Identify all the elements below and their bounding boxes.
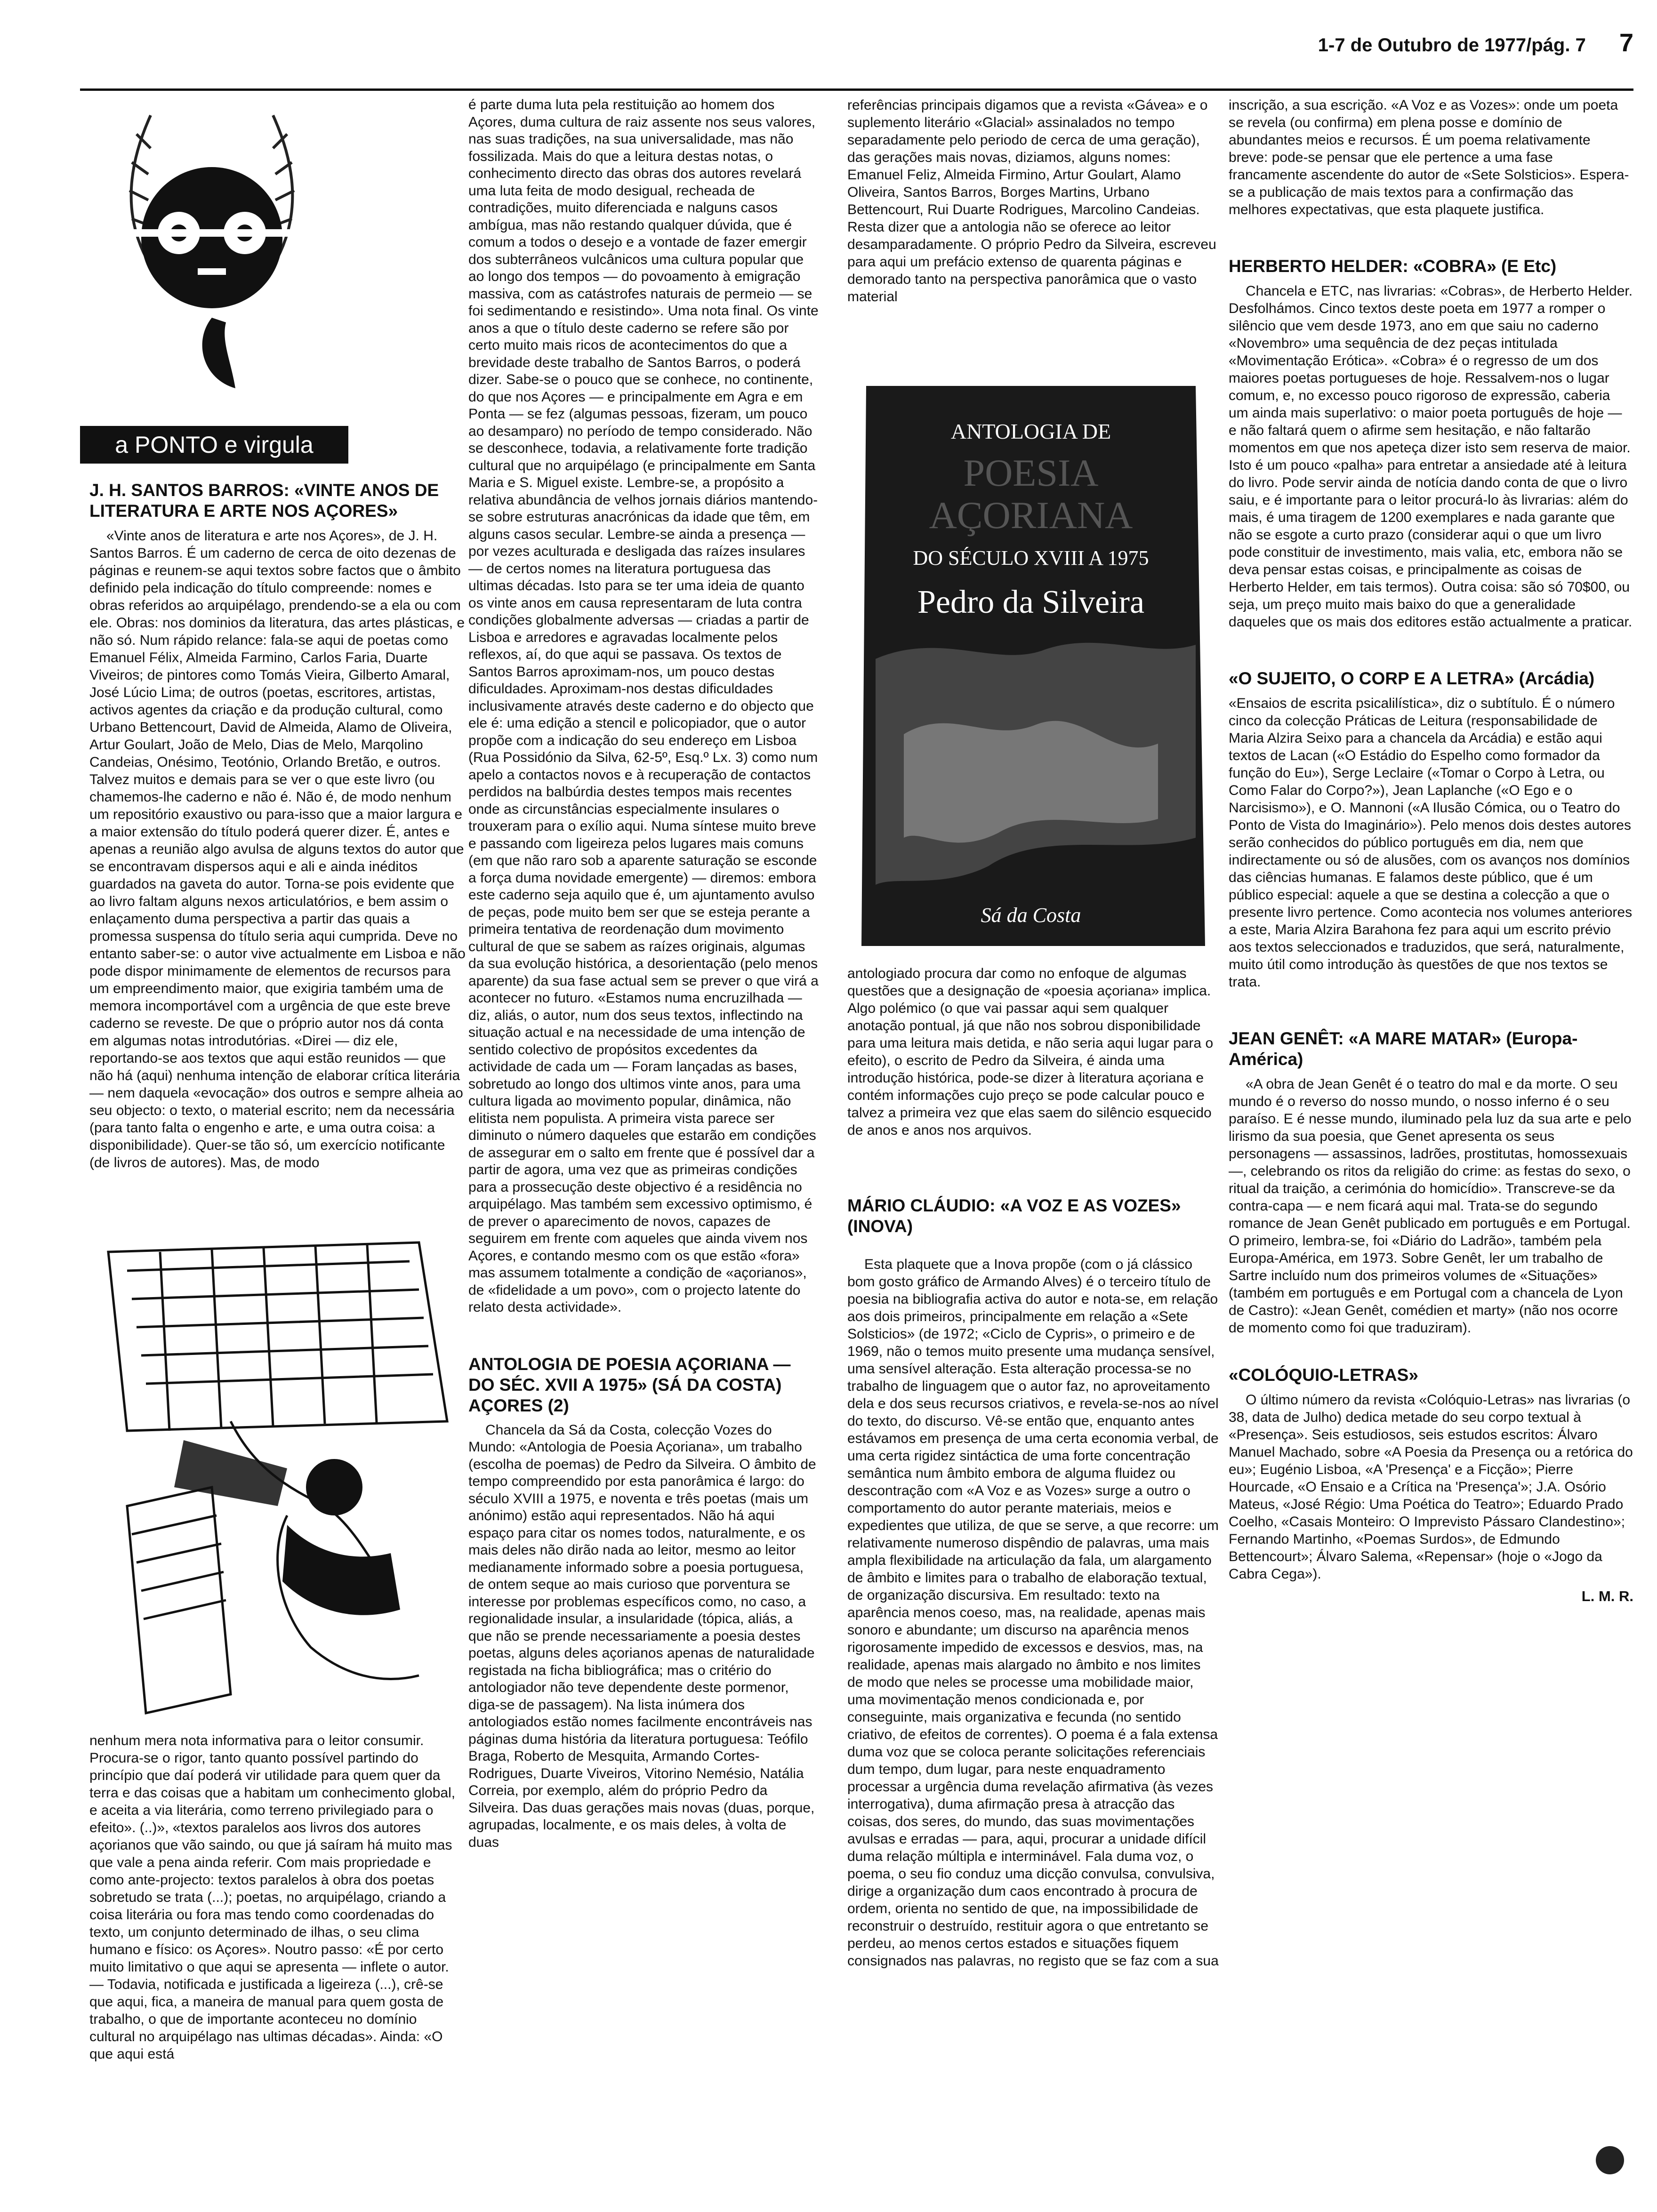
article-heading-mario-claudio: MÁRIO CLÁUDIO: «A VOZ E AS VOZES» (INOVA) <box>847 1196 1181 1236</box>
cover-title: ANTOLOGIA DE <box>950 419 1111 443</box>
paragraph: «Vinte anos de literatura e arte nos Açores», de J. H. Santos Barros. É um caderno de cerca de oito dezenas de páginas e reunem-se aqui textos sobre factos que o âmbito definido pela indicação do título compreende: nomes e obras referidos ao arquipélago, prendendo-se a ela ou com ele. Obras: nos dominios da literatura, das artes plásticas, e não só. Num rápido relance: fala-se aqui de poetas como Emanuel Félix, Almeida Farmino, Carlos Faria, Duarte Viveiros; de pintores como Tomás Vieira, Gilberto Amaral, José Lúcio Lima; de outros (poetas, escritores, artistas, activos agentes da criação e da produção cultural, como Urbano Bettencourt, David de Almeida, Alamo de Oliveira, Artur Goulart, João de Melo, Dias de Melo, Marqolino Candeias, Onésimo, Teotónio, Orlando Bretão, e outros. Talvez muitos e demais para se ver o que este livro (ou chamemos-lhe caderno e não é. Não é, de modo nenhum um repositório exaustivo ou para-isso que a maior largura e a maior extensão do título poderá querer dizer. É, antes e apenas a reunião algo avulsa de alguns textos do autor que se encontravam dispersos aqui e ali e ainda inéditos guardados na gaveta do autor. Torna-se pois evidente que ao livro faltam alguns nexos articulatórios, e bem assim o enlaçamento duma perspectiva a partir das quais a promessa suspensa do título seria aqui cumprida. Deve no entanto saber-se: o autor vive actualmente em Lisboa e não pode dispor minimamente de elementos de recursos para um empreendimento maior, que exigiria também uma de memora incomportável com a urgência de que este breve caderno se reveste. De que o próprio autor nos dá conta em algumas notas introdutórias. «Direi — diz ele, reportando-se aos textos que aqui estão reunidos — que não há (aqui) nenhuma intenção de elaborar crítica literária — nem daquela «evocação» dos outros e sempre alheia ao seu objecto: o texto, o material escrito; nem da necessária (para tanto falta o engenho e arte, e uma outra coisa: a disponibilidade). Quer-se tão só, um exercício notificante (de livros de autores). Mas, de modo <box>89 528 466 1170</box>
top-rule <box>80 88 1633 91</box>
engraving-illustration <box>89 1224 466 1727</box>
column-1 <box>89 480 466 1171</box>
page-corner-mark: 7 <box>1619 29 1633 57</box>
paragraph: «A obra de Jean Genêt é o teatro do mal e da morte. O seu mundo é o reverso do nosso mundo, o nosso inferno é o seu paraíso. E é nesse mundo, iluminado pela luz da sua arte e pelo lirismo da sua poesia, que Genet apresenta os seus personagens — assassinos, ladrões, prostitutas, homossexuais —, celebrando os ritos da religião do crime: as festas do sexo, o ritual da traição, a cerimónia do homicídio». Transcreve-se da contra-capa — e nem ficará aqui mal. Trata-se do segundo romance de Jean Genêt publicado em português e em Portugal. O primeiro, lembra-se, foi «Diário do Ladrão», também pela Europa-América, em 1973. Sobre Genêt, ler um trabalho de Sartre incluído num dos primeiros volumes de «Situações» (também em português e em Portugal com a chancela de Lyon de Castro): «Jean Genêt, comédien et marty» (não nos ocorre de momento como foi que traduziram). <box>1229 1076 1632 1336</box>
article-heading-herberto-helder: HERBERTO HELDER: «COBRA» (E Etc) <box>1229 256 1557 276</box>
paragraph: antologiado procura dar como no enfoque de algumas questões que a designação de «poesia açoriana» implica. Algo polémico (o que vai passar aqui sem qualquer anotação pontual, já que não nos sobrou disponibilidade para uma leitura mais detida, e não seria aqui lugar para o efeito), o escrito de Pedro da Silveira, é ainda uma introdução histórica, pode-se dizer à literatura açoriana e contém informações cujo preço se pode calcular pouco e talvez a primeira vez que elas saem do silêncio esquecido de anos e anos nos arquivos. <box>847 966 1214 1138</box>
column-1-continued <box>89 1732 466 2063</box>
paragraph: «Ensaios de escrita psicalilística», diz o subtítulo. É o número cinco da colecção Práticas de Leitura (responsabilidade de Maria Alzira Seixo para a chancela da Arcádia) e estão aqui textos de Lacan («O Estádio do Espelho como formador da função do Eu»), Serge Leclaire («Tomar o Corpo à Letra, ou Como Falar do Corpo?»), Jean Laplanche («O Ego e o Narcisismo»), e O. Mannoni («A Ilusão Cómica, ou o Teatro do Ponto de Vista do Imaginário»). Pelo menos dois destes autores serão conhecidos do público português em dia, nem que indirectamente ou só de alusões, com os avanços nos domínios das ciências humanas. E falamos deste público, que é um público especial: aquele a que se destina a colecção a que o presente livro pertence. Como acontecia nos volumes anteriores a este, Maria Alzira Barahona fez para aqui um escrito prévio aos textos seleccionados e traduzidos, que será, naturalmente, muito útil como introdução às questões de que nos textos se trata. <box>1229 696 1633 990</box>
end-mark <box>1596 2146 1624 2174</box>
column-3 <box>847 96 1219 305</box>
cover-subtitle: DO SÉCULO XVIII A 1975 <box>913 546 1149 569</box>
paragraph: inscrição, a sua escrição. «A Voz e as Vozes»: onde um poeta se revela (ou confirma) em plena posse e domínio de abundantes meios e recursos. É um poema relativamente breve: pode-se pensar que ele pertence a uma fase francamente ascendente do autor de «Sete Solsticios». Espera-se a publicação de mais textos para a confirmação das melhores expectativas, que esta plaquete justifica. <box>1229 97 1629 217</box>
author-signature: L. M. R. <box>1581 1588 1633 1604</box>
cover-big-title: POESIA AÇORIANA <box>929 451 1133 537</box>
section-title: a PONTO e virgula <box>80 426 348 464</box>
article-heading-antologia: ANTOLOGIA DE POESIA AÇORIANA — DO SÉC. XVII A 1975» (SÁ DA COSTA) AÇORES (2) <box>468 1354 791 1415</box>
paragraph: Chancela e ETC, nas livrarias: «Cobras», de Herberto Helder. Desfolhámos. Cinco textos deste poeta em 1977 a romper o silêncio que vem desde 1973, ano em que saiu no caderno «Novembro» uma sequência de dez peças intitulada «Movimentação Erótica». «Cobra» é o regresso de um dos maiores poetas portugueses de hoje. Ressalvem-nos o lugar comum, e, no excesso pouco rigoroso de expressão, caberia um ainda mais superlativo: o maior poeta português de hoje — e não faltará quem o afirme sem hesitação, e não faltarão momentos em que nos apeteça dizer isto sem reserva de maior. Isto é um pouco «palha» para entretar a ansiedade até à leitura do livro. Pode servir ainda de notícia dando conta de que o livro saiu, e é importante para o leitor procurá-lo às livrarias: além do mais, é uma tiragem de 1200 exemplares e nada garante que não se esgote a curto prazo (considerar aqui o que um livro pode constituir de investimento, mais valia, etc, embora não se deva pensar estas coisas, e principalmente as coisas de Herberto Helder, em tais termos). Outra coisa: são só 70$00, ou seja, um preço muito mais baixo do que a generalidade daqueles que os mais dos editores estão actualmente a praticar. <box>1229 283 1633 630</box>
column-4 <box>1229 96 1633 1606</box>
paragraph: O último número da revista «Colóquio-Letras» nas livrarias (o 38, data de Julho) dedica metade do seu corpo textual à «Presença». Seis estudiosos, seis estudos escritos: Álvaro Manuel Machado, sobre «A Poesia da Presença ou a retórica do eu»; Eugénio Lisboa, «A 'Presença' e a Ficção»; Pierre Hourcade, «O Ensaio e a Crítica na 'Presença'»; J.A. Osório Mateus, «José Régio: Uma Poética do Teatro»; Eduardo Prado Coelho, «Casais Monteiro: O Imprevisto Pássaro Clandestino»; Fernando Martinho, «Poemas Surdos», de Edmundo Bettencourt»; Álvaro Salema, «Repensar» (hoje o «Jogo da Cabra Cega»). <box>1229 1392 1633 1582</box>
column-3-continued <box>847 965 1219 1970</box>
section-logo <box>80 96 344 426</box>
article-heading-o-sujeito: «O SUJEITO, O CORP E A LETRA» (Arcádia) <box>1229 669 1595 688</box>
paragraph: Chancela da Sá da Costa, colecção Vozes do Mundo: «Antologia de Poesia Açoriana», um trabalho (escolha de poemas) de Pedro da Silveira. O âmbito de tempo compreendido por esta panorâmica é largo: do século XVIII a 1975, e noventa e três poetas (mais um anónimo) estão aqui representados. Não há aqui espaço para citar os nomes todos, naturalmente, e os mais deles não dirão nada ao leitor, mesmo ao leitor medianamente informado sobre a poesia portuguesa, de ontem seque ao mais curioso que porventura se interesse por problemas específicos como, no caso, a regionalidade insular, a insularidade (tópica, aliás, a que não se prende necessariamente a poesia destes poetas, alguns deles açorianos apenas de naturalidade registada na ficha bibliográfica; mas o critério do antologiador não teve dependente deste pormenor, diga-se de passagem). Na lista inúmera dos antologiados estão nomes facilmente encontráveis nas páginas duma história da literatura portuguesa: Teófilo Braga, Roberto de Mesquita, Armando Cortes-Rodrigues, Duarte Viveiros, Vitorino Nemésio, Natália Correia, por exemplo, além do próprio Pedro da Silveira. Das duas gerações mais novas (duas, porque, agrupadas, localmente, e os mais deles, à volta de duas <box>468 1422 816 1850</box>
article-heading-coloquio-letras: «COLÓQUIO-LETRAS» <box>1229 1365 1418 1385</box>
masthead <box>1318 28 1633 57</box>
column-2 <box>468 96 819 1851</box>
article-heading-santos-barros: J. H. SANTOS BARROS: «VINTE ANOS DE LITERATURA E ARTE NOS AÇORES» <box>89 481 439 521</box>
paragraph: referências principais digamos que a revista «Gávea» e o suplemento literário «Glacial» assinalados no tempo separadamente pelo periodo de cerca de uma geração), das gerações mais novas, diziamos, alguns nomes: Emanuel Feliz, Almeida Firmino, Artur Goulart, Alamo Oliveira, Santos Barros, Borges Martins, Urbano Bettencourt, Rui Duarte Rodrigues, Marcolino Candeias. Resta dizer que a antologia não se oferece ao leitor desamparadamente. O próprio Pedro da Silveira, escreveu para aqui um prefácio extenso de quarenta páginas e demorado tanto na perspectiva panorâmica que o vasto material <box>847 97 1216 305</box>
paragraph: nenhum mera nota informativa para o leitor consumir. Procura-se o rigor, tanto quanto possível partindo do princípio que daí poderá vir utilidade para quem quer da terra e das coisas que a habitam um conhecimento global, e aceita a via literária, como terreno privilegiado para o efeito». (..)», «textos paralelos aos livros dos autores açorianos que vão saindo, ou que já saíram há muito mas que vale a pena ainda referir. Com mais propriedade e como ante-projecto: textos paralelos à obra dos poetas sobretudo se trata (...); poetas, no arquipélago, criando a coisa literária ou fora mas tendo como coordenadas do texto, um conjunto determinado de ilhas, o seu clima humano e físico: os Açores». Noutro passo: «É por certo muito limitativo o que aqui se apresenta — inflete o autor. — Todavia, notificada e justificada a ligeireza (...), crê-se que aqui, fica, a maneira de manual para quem gosta de trabalho, o que de importante aconteceu no domínio cultural no arquipélago nas ultimas décadas». Ainda: «O que aqui está <box>89 1733 456 2062</box>
paragraph: Esta plaquete que a Inova propõe (com o já clássico bom gosto gráfico de Armando Alves) é o terceiro título de poesia na bibliografia activa do autor e nota-se, em relação aos dois primeiros, principalmente em relação a «Sete Solsticios» (de 1972; «Ciclo de Cypris», o primeiro e de 1969, não o temos muito presente uma mudança sensível, uma sensível alteração. Esta alteração processa-se no trabalho de linguagem que o autor faz, no aproveitamento dela e dos seus recursos criativos, e revela-se-nos ao nível do texto, do discurso. Vê-se então que, enquanto antes estávamos em presença de uma certa economia verbal, de uma certa rigidez sintáctica de uma forte concentração semântica num âmbito embora de alguma fluidez ou descontração com «A Voz e as Vozes» surge a outro o comportamento do autor perante materiais, meios e expedientes que utiliza, de que se serve, a que recorre: um relativamente numeroso dispêndio de palavras, uma mais ampla flexibilidade na articulação da fala, um alargamento de âmbito e limites para o trabalho de elaboração textual, de organização discursiva. Em resultado: texto na aparência menos coeso, mas, na realidade, apenas mais sonoro e abundante; um discurso na aparência menos rigorosamente impedido de excessos e desvios, mas, na realidade, apenas mais alargado no âmbito e nos limites de modo que neles se processe uma mobilidade maior, uma movimentação menos condicionada e, por conseguinte, mais organizativa e fecunda (no sentido criativo, de efeitos de correntes). O poema é a fala extensa duma voz que se coloca perante solicitações referenciais dum tempo, dum lugar, para neste enquadramento processar a urgência duma revelação afirmativa (às vezes interrogativa), duma afirmação presa à atracção das coisas, dos seres, do mundo, das suas movimentações avulsas e erradas — para, aqui, procurar a unidade difícil duma relação múltipla e interminável. Fala duma voz, o poema, o seu fio conduz uma dicção convulsa, convulsiva, dirige a organização dum caos encontrado à procura de ordem, orienta no sentido de que, na impossibilidade de reconstruir o destruído, restituir agora o que entretanto se perdeu, ao menos certos estados e situações fiquem consignados nas palavras, no registo que se faz com a sua <box>847 1257 1219 1969</box>
paragraph: é parte duma luta pela restituição ao homem dos Açores, duma cultura de raiz assente nos seus valores, nas suas tradições, na sua universalidade, mas não fossilizada. Mais do que a leitura destas notas, o conhecimento directo das obras dos autores revelará uma luta feita de modo desigual, recheada de contradições, muito diferenciada e nalguns casos ambígua, mas não restando qualquer dúvida, que é comum a todos o desejo e a vontade de fazer emergir dos subterrâneos vulcânicos uma cultura popular que ao longo dos tempos — do povoamento à emigração massiva, com as catástrofes naturais de permeio — se foi sedimentando e resistindo». Uma nota final. Os vinte anos a que o título deste caderno se refere são por certo muito mais ricos de acontecimentos do que a brevidade deste trabalho de Santos Barros, o poderá dizer. Sabe-se o pouco que se conhece, no continente, do que nos Açores — e principalmente em Agra e em Ponta — se fez (algumas pessoas, fizeram, um pouco ao desamparo) no período de tempo considerado. Não se desconhece, todavia, a relativamente forte tradição cultural que no arquipélago (e principalmente em Santa Maria e S. Miguel existe. Lembre-se, a propósito a relativa abundância de velhos jornais diários mantendo-se sobre estruturas anacrónicas da idade que têm, em alguns casos secular. Lembre-se ainda a presença — por vezes aculturada e desligada das raízes insulares — de certos nomes na literatura portuguesa das ultimas décadas. Isto para se ter uma ideia de quanto os vinte anos em causa representaram de luta contra condições globalmente adversas — criadas a partir de Lisboa e arredores e agravadas localmente pelos reflexos, aí, do que aqui se passava. Os textos de Santos Barros aproximam-nos, um pouco destas dificuldades. Aproximam-nos destas dificuldades inclusivamente através deste caderno e do objecto que ele é: uma edição a stencil e policopiador, que o autor propõe com a indicação do seu endereço em Lisboa (Rua Possidónio da Silva, 62-5º, Esq.º Lx. 3) como num apelo a contactos novos e à recuperação de contactos perdidos na balbúrdia destes tempos mais recentes onde as circunstâncias especialmente insulares o trouxeram para o exílio aqui. Numa síntese muito breve e passando com ligeireza pelos lugares mais comuns (em que não raro sob a aparente saturação se esconde a força duma novidade emergente) — diremos: embora este caderno seja aquilo que é, um ajuntamento avulso de peças, pode muito bem ser que se esteja perante a primeira tentativa de reordenação dum movimento cultural de que se sabem as raízes originais, algumas da sua evolução histórica, a desorientação (pelo menos aparente) da sua fase actual sem se prever o que virá a acontecer no futuro. «Estamos numa encruzilhada — diz, aliás, o autor, num dos seus textos, inflectindo na situação actual e na necessidade de uma intenção de sentido colectivo de propósitos excedentes da actividade de cada um — Foram lançadas as bases, sobretudo ao longo dos ultimos vinte anos, para uma cultura ligada ao movimento popular, dinâmica, não elitista nem populista. A primeira vista parece ser diminuto o número daqueles que estarão em condições de assegurar em o salto em frente que é possível dar a partir de agora, uma vez que as primeiras condições para a prossecução deste objectivo é a residência no arquipélago. Mas também sem excessivo optimismo, é de prever o aparecimento de novos, capazes de seguirem em frente com aqueles que ainda vivem nos Açores, e contando mesmo com os que estão «fora» mas assumem totalmente a condição de «açorianos», de «fidelidade a um povo», com o projecto latente do relato desta actividade». <box>468 97 819 1315</box>
date-page: 1-7 de Outubro de 1977/pág. 7 <box>1318 35 1586 56</box>
article-heading-jean-genet: JEAN GENÊT: «A MARE MATAR» (Europa-América) <box>1229 1029 1578 1069</box>
book-cover-image <box>847 367 1215 960</box>
cover-author: Pedro da Silveira <box>917 584 1145 620</box>
cover-publisher: Sá da Costa <box>981 904 1081 927</box>
